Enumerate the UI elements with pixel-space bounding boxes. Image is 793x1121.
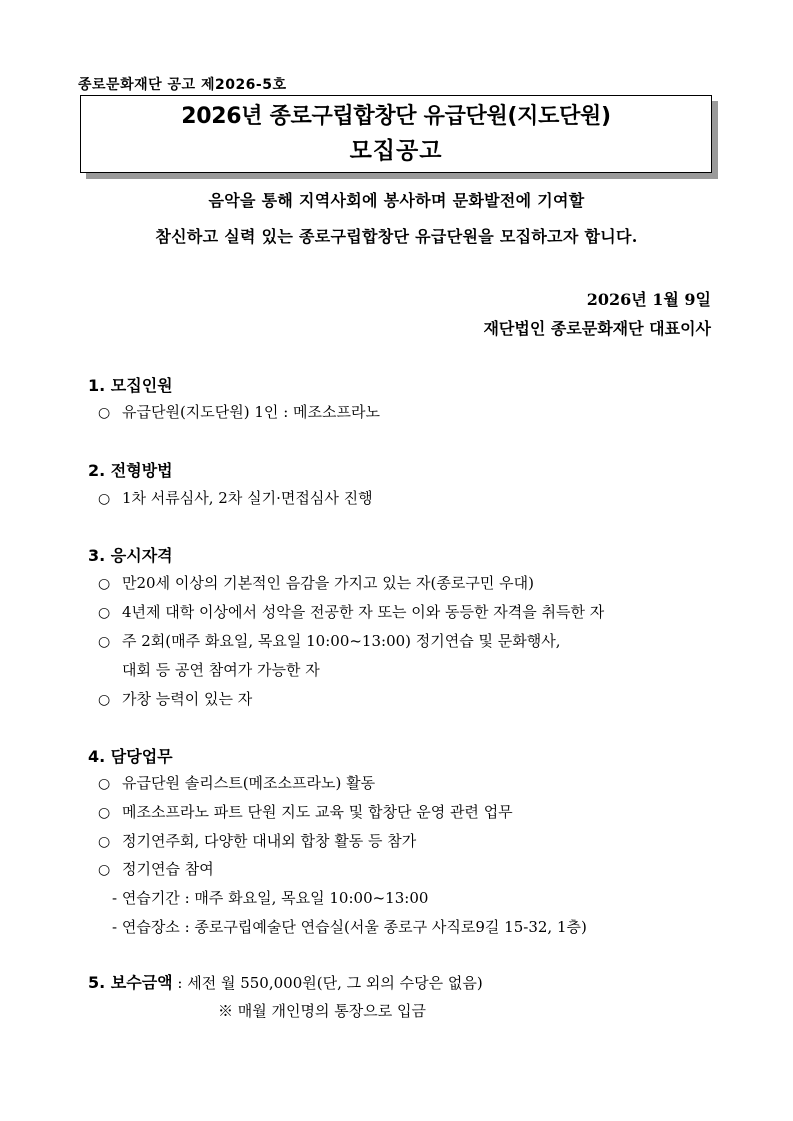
- bullet-icon: ○: [98, 576, 111, 592]
- notice-number: 종로문화재단 공고 제2026-5호: [78, 77, 287, 93]
- list-item: ○ 메조소프라노 파트 단원 지도 교육 및 합창단 운영 관련 업무: [98, 803, 513, 821]
- section-heading-recruitment: 1. 모집인원: [88, 376, 173, 395]
- bullet-icon: ○: [98, 405, 111, 421]
- pay-line: [88, 970, 483, 993]
- bullet-icon: ○: [98, 776, 111, 792]
- announcement-date: 2026년 1월 9일: [586, 290, 711, 309]
- page-title: 2026년 종로구립합창단 유급단원(지도단원): [181, 104, 611, 129]
- intro-line-2: 참신하고 실력 있는 종로구립합창단 유급단원을 모집하고자 합니다.: [155, 227, 638, 246]
- pay-detail: : 세전 월 550,000원(단, 그 외의 수당은 없음): [172, 974, 483, 992]
- list-item: ○ 주 2회(매주 화요일, 목요일 10:00~13:00) 정기연습 및 문화행사,: [98, 632, 561, 650]
- bullet-icon: ○: [98, 692, 111, 708]
- list-item: ○ 4년제 대학 이상에서 성악을 전공한 자 또는 이와 동등한 자격을 취득한 자: [98, 603, 605, 621]
- list-item: ○ 만20세 이상의 기본적인 음감을 가지고 있는 자(종로구민 우대): [98, 574, 534, 592]
- list-item-continuation: 대회 등 공연 참여가 가능한 자: [122, 661, 320, 679]
- bullet-icon: ○: [98, 605, 111, 621]
- list-item: ○ 정기연습 참여: [98, 860, 214, 878]
- page-subtitle: 모집공고: [349, 138, 443, 164]
- intro-line-1: 음악을 통해 지역사회에 봉사하며 문화발전에 기여할: [208, 191, 585, 210]
- sub-item-practice-place: - 연습장소 : 종로구립예술단 연습실(서울 종로구 사직로9길 15-32, 1층): [112, 918, 587, 936]
- issuer: 재단법인 종로문화재단 대표이사: [483, 319, 711, 338]
- title-box: [80, 95, 712, 173]
- list-item: ○ 가창 능력이 있는 자: [98, 690, 253, 708]
- list-item: ○ 유급단원(지도단원) 1인 : 메조소프라노: [98, 403, 380, 421]
- section-heading-qualifications: 3. 응시자격: [88, 546, 173, 565]
- section-heading-selection: 2. 전형방법: [88, 461, 173, 480]
- bullet-icon: ○: [98, 834, 111, 850]
- sub-item-practice-time: - 연습기간 : 매주 화요일, 목요일 10:00~13:00: [112, 889, 429, 907]
- bullet-icon: ○: [98, 491, 111, 507]
- bullet-icon: ○: [98, 634, 111, 650]
- section-heading-duties: 4. 담당업무: [88, 747, 173, 766]
- list-item: ○ 1차 서류심사, 2차 실기·면접심사 진행: [98, 489, 373, 507]
- list-item: ○ 유급단원 솔리스트(메조소프라노) 활동: [98, 774, 376, 792]
- section-heading-pay: 5. 보수금액: [88, 973, 173, 992]
- list-item: ○ 정기연주회, 다양한 대내외 합창 활동 등 참가: [98, 832, 417, 850]
- pay-note: ※ 매월 개인명의 통장으로 입금: [218, 1002, 426, 1020]
- bullet-icon: ○: [98, 862, 111, 878]
- bullet-icon: ○: [98, 805, 111, 821]
